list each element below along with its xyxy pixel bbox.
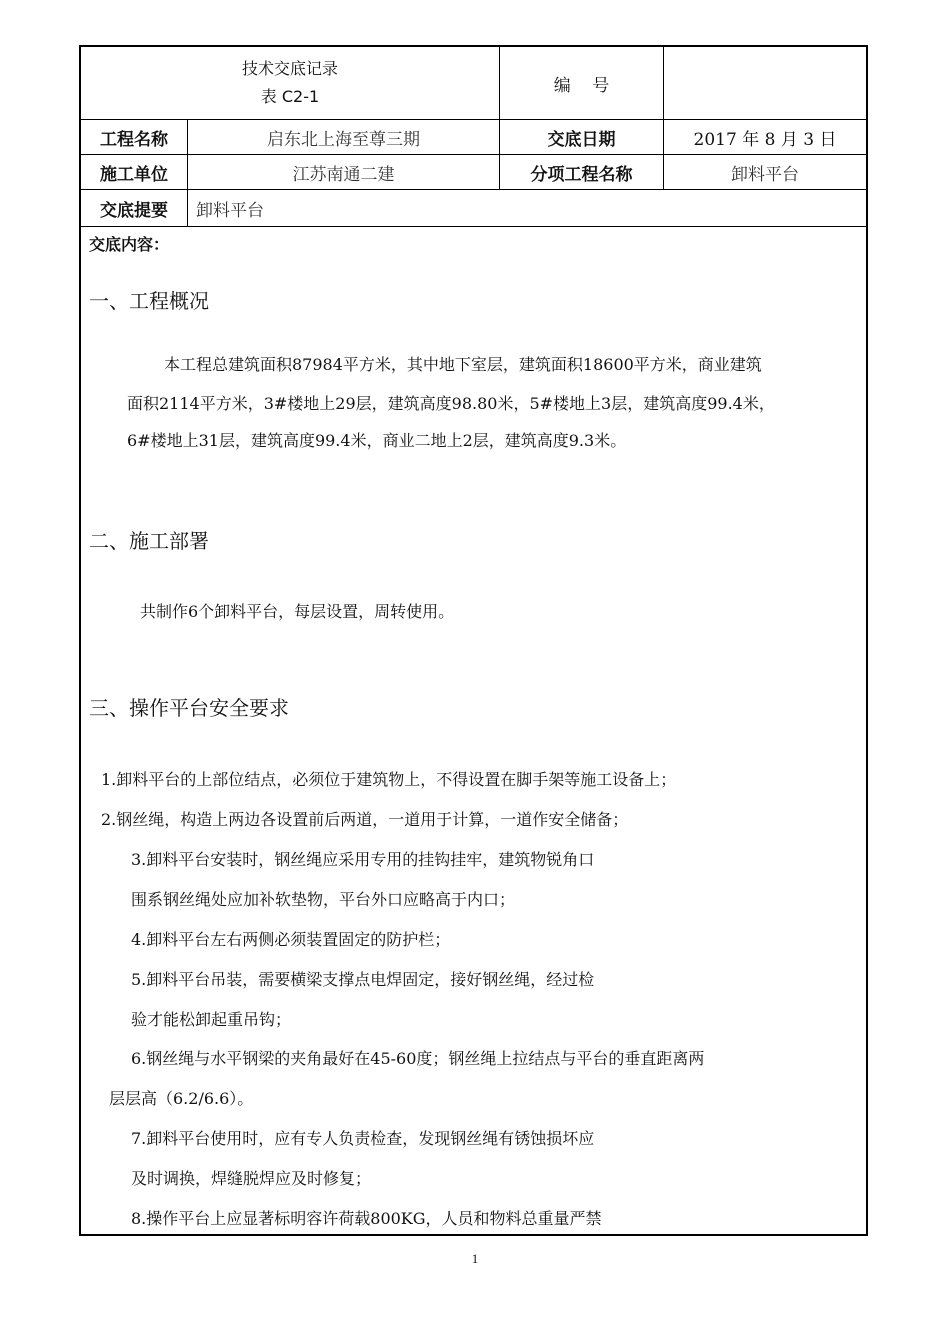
section-1-line: 本工程总建筑面积87984平方米，其中地下室层，建筑面积18600平方米，商业建筑 — [164, 355, 762, 374]
requirement-line: 及时调换，焊缝脱焊应及时修复； — [131, 1169, 372, 1188]
requirement-line: 1.卸料平台的上部位结点，必须位于建筑物上，不得设置在脚手架等施工设备上； — [101, 770, 677, 789]
date-value: 2017 年 8 月 3 日 — [693, 129, 837, 150]
requirement-line: 层层高（6.2/6.6）。 — [109, 1089, 254, 1108]
page-number: 1 — [471, 1251, 479, 1266]
requirement-line: 7.卸料平台使用时，应有专人负责检查，发现钢丝绳有锈蚀损坏应 — [131, 1129, 595, 1148]
summary-value: 卸料平台 — [196, 200, 264, 221]
requirement-line: 4.卸料平台左右两侧必须装置固定的防护栏； — [131, 930, 451, 949]
form-title-block — [81, 47, 499, 119]
number-value — [664, 47, 866, 119]
requirement-line: 验才能松卸起重吊钩； — [131, 1010, 292, 1029]
form-title: 技术交底记录 — [241, 59, 338, 78]
content-label: 交底内容： — [89, 235, 170, 254]
section-2-line: 共制作6个卸料平台，每层设置，周转使用。 — [140, 602, 455, 621]
section-3-title: 三、操作平台安全要求 — [89, 696, 289, 720]
subproject-value: 卸料平台 — [731, 164, 799, 185]
contractor-value: 江苏南通二建 — [292, 164, 395, 185]
requirement-line: 3.卸料平台安装时，钢丝绳应采用专用的挂钩挂牢，建筑物锐角口 — [131, 850, 595, 869]
project-name-value: 启东北上海至尊三期 — [267, 129, 420, 150]
requirement-line: 6.钢丝绳与水平钢梁的夹角最好在45-60度；钢丝绳上拉结点与平台的垂直距离两 — [131, 1049, 705, 1068]
section-2-title: 二、施工部署 — [89, 529, 209, 553]
section-1-line: 面积2114平方米，3#楼地上29层，建筑高度98.80米，5#楼地上3层，建筑高度99.4米， — [127, 394, 775, 413]
section-1-title: 一、工程概况 — [89, 289, 209, 313]
requirement-line: 8.操作平台上应显著标明容许荷载800KG，人员和物料总重量严禁 — [131, 1209, 602, 1228]
number-label: 编 号 — [553, 75, 610, 96]
summary-label: 交底提要 — [100, 200, 168, 221]
subproject-label: 分项工程名称 — [530, 164, 633, 185]
requirement-line: 5.卸料平台吊装，需要横梁支撑点电焊固定，接好钢丝绳，经过检 — [131, 970, 595, 989]
section-1-line: 6#楼地上31层，建筑高度99.4米，商业二地上2层，建筑高度9.3米。 — [127, 431, 627, 450]
rule — [79, 226, 868, 227]
date-label: 交底日期 — [547, 129, 616, 150]
requirement-line: 2.钢丝绳，构造上两边各设置前后两道，一道用于计算，一道作安全储备； — [101, 810, 629, 829]
contractor-label: 施工单位 — [100, 164, 168, 185]
requirement-line: 围系钢丝绳处应加补软垫物，平台外口应略高于内口； — [131, 890, 516, 909]
project-name-label: 工程名称 — [100, 129, 168, 150]
form-code: 表 C2-1 — [260, 87, 320, 106]
